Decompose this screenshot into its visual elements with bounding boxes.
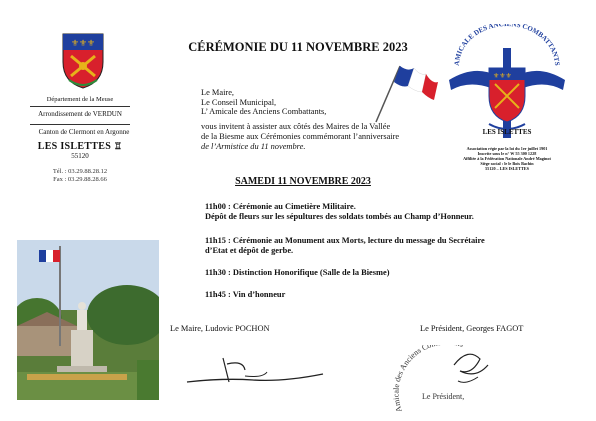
program-line: 11h15 : Cérémonie au Monument aux Morts, lecture du message du Secrétaire: [205, 236, 485, 245]
program-item: [205, 290, 545, 300]
war-memorial-photo: [17, 240, 159, 400]
svg-text:⚜: ⚜: [79, 38, 88, 48]
event-date: SAMEDI 11 NOVEMBRE 2023: [235, 176, 371, 187]
invite-line: de l’Armistice du 11 novembre.: [201, 141, 306, 151]
stamp-arc-text: Amicale des Anciens Co: [391, 345, 433, 414]
invite-line: Le Maire,: [201, 88, 235, 97]
stamp-inner-text: Le Président,: [422, 392, 465, 401]
page-title: CÉRÉMONIE DU 11 NOVEMBRE 2023: [188, 40, 408, 54]
program-line: d’Etat et dépôt de gerbe.: [205, 246, 294, 255]
president-signature: [454, 354, 488, 374]
divider: [30, 106, 130, 107]
association-info: [448, 146, 566, 171]
arrondissement-name: Arrondissement de VERDUN: [38, 110, 122, 118]
department-name: Département de la Meuse: [46, 96, 114, 103]
mayor-signature: [183, 352, 333, 392]
association-info-line: Association régie par la loi du 1er juillet 1901: [466, 146, 548, 151]
program-line: 11h30 : Distinction Honorifique (Salle de la Biesme): [205, 268, 390, 277]
postal-code: 55120: [71, 152, 89, 160]
mayor-signature-label: Le Maire, Ludovic POCHON: [170, 324, 270, 333]
svg-text:⚜⚜⚜: ⚜⚜⚜: [493, 72, 512, 80]
svg-text:⚜: ⚜: [87, 38, 96, 48]
invite-line: Le Conseil Municipal,: [201, 97, 277, 107]
invite-line: vous invitent à assister aux côtés des Maires de la Vallée: [201, 122, 391, 132]
svg-text:Amicale des Anciens Combattant: [391, 345, 464, 413]
association-info-line: 55120 – LES ISLETTES: [485, 166, 529, 172]
program-line: 11h00 : Cérémonie au Cimetière Militaire.: [205, 202, 356, 211]
program-item: [205, 268, 545, 278]
association-info-line: Siège social : le le Bois Bachin: [480, 161, 534, 167]
french-flag: [370, 62, 440, 124]
canton-name: Canton de Clermont en Argonne: [38, 128, 130, 136]
lamp-icon: ♖: [113, 141, 123, 151]
president-signature-label: Le Président, Georges FAGOT: [420, 324, 524, 333]
coat-of-arms-logo: [61, 32, 105, 90]
association-info-line: Affiliée à la Fédération Nationale André Maginot: [463, 156, 551, 162]
town-name: [30, 141, 130, 152]
association-name: LES ISLETTES: [482, 128, 532, 136]
invite-line: de la Biesme aux Cérémonies commémorant l’anniversaire: [201, 131, 400, 141]
phone-number: Tél. : 03.29.88.28.12: [52, 168, 108, 175]
svg-text:⚜: ⚜: [71, 38, 80, 48]
program-line: Dépôt de fleurs sur les sépultures des soldats tombés au Champ d’Honneur.: [205, 212, 474, 221]
program-item: [205, 236, 545, 256]
program-item: [205, 202, 545, 222]
town-name-text: LES ISLETTES: [37, 141, 112, 152]
emblem-arc-text: AMICALE DES ANCIENS COMBATTANTS: [452, 24, 562, 66]
invite-line: L’ Amicale des Anciens Combattants,: [201, 107, 327, 117]
program-line: 11h45 : Vin d’honneur: [205, 290, 286, 299]
association-emblem: [445, 24, 569, 144]
fax-number: Fax : 03.29.88.28.66: [53, 176, 107, 183]
association-info-line: Inscrite sous le n° W 55 300 1228: [477, 151, 537, 157]
divider: [30, 124, 130, 125]
association-stamp: [388, 345, 508, 415]
contact-block: [30, 168, 130, 184]
